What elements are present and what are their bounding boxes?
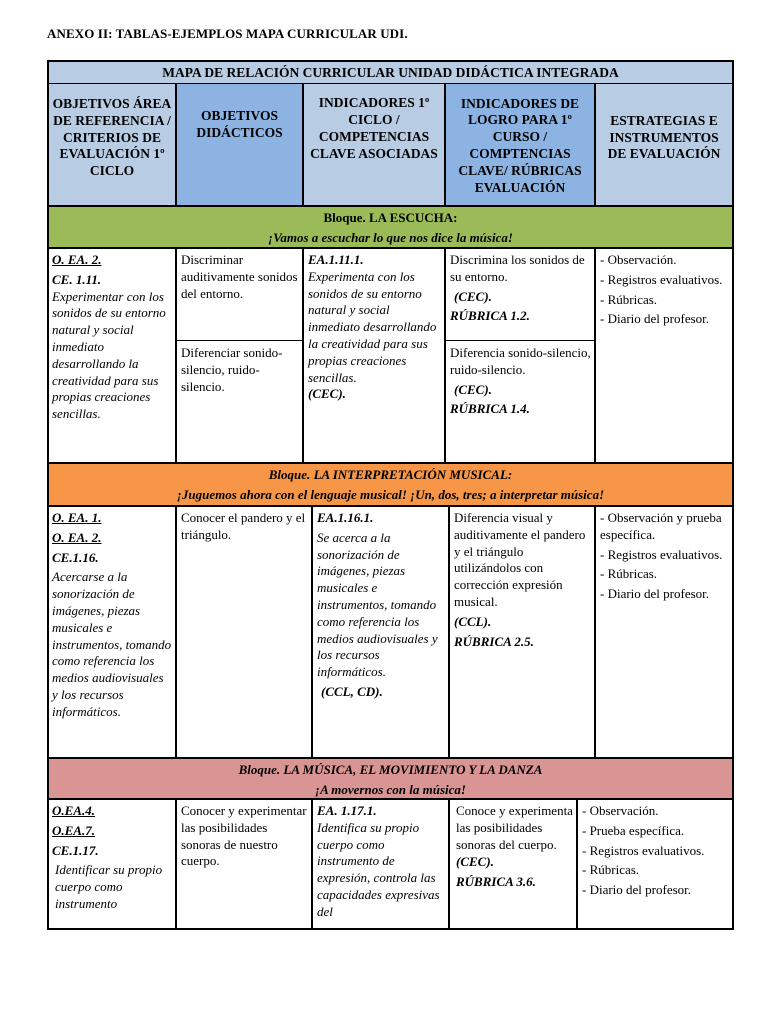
escucha-achievement-2 [450, 345, 592, 418]
achievement-rubric: RÚBRICA 1.2. [450, 308, 530, 324]
strategy-item: - Observación. [582, 803, 659, 818]
table-rule [47, 83, 734, 84]
escucha-indicator-cell [308, 252, 442, 403]
movimiento-indicator-cell [317, 803, 445, 921]
achievement-competence: (CEC). [454, 288, 492, 304]
achievement-text: Diferencia sonido-silencio, ruido-silencio. [450, 345, 591, 377]
movimiento-achievement-1 [456, 803, 574, 891]
col-divider [576, 799, 578, 929]
indicator-code: EA.1.16.1. [317, 510, 374, 525]
col-divider [594, 506, 596, 758]
header-objetivos-didacticos: OBJETIVOS DIDÁCTICOS [196, 108, 283, 140]
bloque-escucha-title: LA ESCUCHA: [369, 210, 458, 225]
movimiento-objectives-cell [52, 803, 172, 913]
table-rule [47, 505, 734, 507]
interpretacion-strategies-cell [600, 510, 730, 603]
strategy-item: - Registros evaluativos. [582, 842, 705, 858]
strategy-item: - Registros evaluativos. [600, 271, 723, 287]
bloque-label: Bloque. [323, 210, 369, 225]
bloque-interpretacion-band [48, 464, 733, 505]
cell-rule [445, 340, 595, 341]
header-indicadores-logro: INDICADORES DE LOGRO PARA 1º CURSO / COMPTENCIAS CLAVE/ RÚBRICAS EVALUACIÓN [458, 95, 582, 195]
header-estrategias: ESTRATEGIAS E INSTRUMENTOS DE EVALUACIÓN [607, 112, 721, 162]
indicator-text: Experimenta con los sonidos de su entorno natural y social inmediato desarrollando la creatividad para sus propias creaciones sencillas. [308, 268, 437, 385]
movimiento-didactic-1: Conocer y experimentar las posibilidades sonoras de nuestro cuerpo. [181, 803, 307, 869]
escucha-achievement-1 [450, 252, 592, 325]
criterion-text: Identificar su propio cuerpo como instrumento [55, 862, 163, 911]
criterion-code: CE. 1.11. [52, 271, 102, 287]
strategy-item: - Rúbricas. [600, 566, 658, 582]
escucha-objectives-cell [52, 252, 172, 423]
table-title: MAPA DE RELACIÓN CURRICULAR UNIDAD DIDÁCTICA INTEGRADA [162, 65, 619, 80]
bloque-interpretacion-subtitle: ¡Juguemos ahora con el lenguaje musical! ¡Un, dos, tres; a interpretar música! [176, 487, 605, 502]
col-divider [594, 248, 596, 463]
header-indicadores-ciclo: INDICADORES 1º CICLO / COMPETENCIAS CLAVE ASOCIADAS [310, 95, 438, 161]
strategy-item: - Diario del profesor. [600, 311, 710, 327]
strategy-item: - Observación. [600, 252, 677, 267]
achievement-rubric: RÚBRICA 1.4. [450, 401, 530, 417]
achievement-rubric: RÚBRICA 2.5. [454, 633, 534, 649]
col-divider [175, 248, 177, 463]
strategy-item: - Diario del profesor. [582, 882, 692, 898]
bloque-label: Bloque. [268, 467, 314, 482]
strategy-item: - Rúbricas. [582, 862, 640, 878]
strategy-item: - Observación y prueba específica. [600, 510, 722, 542]
strategy-item: - Prueba específica. [582, 822, 685, 838]
bloque-escucha-subtitle: ¡Vamos a escuchar lo que nos dice la música! [268, 230, 513, 245]
interpretacion-achievement-1 [454, 510, 592, 650]
achievement-text: Discrimina los sonidos de su entorno. [450, 252, 585, 284]
objective-code: O. EA. 1. [52, 510, 102, 525]
bloque-movimiento-subtitle: ¡A movernos con la música! [315, 782, 466, 797]
objective-code: O.EA.4. [52, 803, 95, 818]
interpretacion-indicator-cell [317, 510, 445, 701]
col-divider [175, 799, 177, 929]
objective-code: O. EA. 2. [52, 252, 102, 267]
strategy-item: - Diario del profesor. [600, 586, 710, 602]
escucha-didactic-2: Diferenciar sonido-silencio, ruido-silencio. [181, 345, 283, 394]
criterion-code: CE.1.17. [52, 842, 99, 858]
cell-rule [176, 340, 303, 341]
col-divider [302, 248, 304, 463]
strategy-item: - Rúbricas. [600, 291, 658, 307]
indicator-competence: (CCL, CD). [321, 683, 383, 699]
criterion-code: CE.1.16. [52, 549, 99, 565]
indicator-competence: (CEC). [308, 386, 346, 402]
achievement-competence: (CEC). [454, 381, 492, 397]
col-divider [444, 248, 446, 463]
achievement-rubric: RÚBRICA 3.6. [456, 874, 536, 890]
indicator-code: EA.1.11.1. [308, 252, 364, 267]
criterion-text: Acercarse a la sonorización de imágenes, piezas musicales e instrumentos, tomando como referencia los medios audiovisuales y los recursos informáticos. [52, 569, 172, 719]
indicator-code: EA. 1.17.1. [317, 803, 377, 818]
indicator-text: Se acerca a la sonorización de imágenes, piezas musicales e instrumentos, tomando como referencia los medios audiovisuales y los recursos informáticos. [317, 529, 438, 680]
header-objetivos-area: OBJETIVOS ÁREA DE REFERENCIA / CRITERIOS DE EVALUACIÓN 1º CICLO [52, 96, 172, 179]
achievement-text: Diferencia visual y auditivamente el pandero y el triángulo utilizándolos con corrección expresión musical. [454, 510, 586, 609]
escucha-didactic-1: Discriminar auditivamente sonidos del entorno. [181, 252, 298, 301]
movimiento-strategies-cell [582, 803, 732, 899]
criterion-text: Experimentar con los sonidos de su entorno natural y social inmediato desarrollando la creatividad para sus propias creaciones sencillas. [52, 288, 166, 422]
col-divider [311, 799, 313, 929]
escucha-strategies-cell [600, 252, 730, 328]
objective-code: O.EA.7. [52, 822, 95, 838]
achievement-competence: (CCL). [454, 613, 492, 629]
objective-code: O. EA. 2. [52, 529, 102, 545]
strategy-item: - Registros evaluativos. [600, 546, 723, 562]
table-border-bottom [47, 928, 734, 930]
achievement-text: Conoce y experimenta las posibilidades sonoras del cuerpo. [456, 803, 573, 852]
col-divider [175, 506, 177, 758]
achievement-competence: (CEC). [456, 854, 494, 870]
bloque-label: Bloque. [238, 762, 284, 777]
bloque-movimiento-title: LA MÚSICA, EL MOVIMIENTO Y LA DANZA [283, 762, 543, 777]
interpretacion-objectives-cell [52, 510, 172, 721]
col-divider [311, 506, 313, 758]
bloque-escucha-band [48, 207, 733, 248]
indicator-text: Identifica su propio cuerpo como instrumento de expresión, controla las capacidades expresivas del [317, 819, 440, 919]
bloque-interpretacion-title: LA INTERPRETACIÓN MUSICAL: [313, 467, 513, 482]
interpretacion-didactic-1: Conocer el pandero y el triángulo. [181, 510, 306, 542]
page-heading: ANEXO II: TABLAS-EJEMPLOS MAPA CURRICULAR UDI. [47, 26, 408, 41]
bloque-movimiento-band [48, 759, 733, 800]
col-divider [448, 506, 450, 758]
col-divider [448, 799, 450, 929]
